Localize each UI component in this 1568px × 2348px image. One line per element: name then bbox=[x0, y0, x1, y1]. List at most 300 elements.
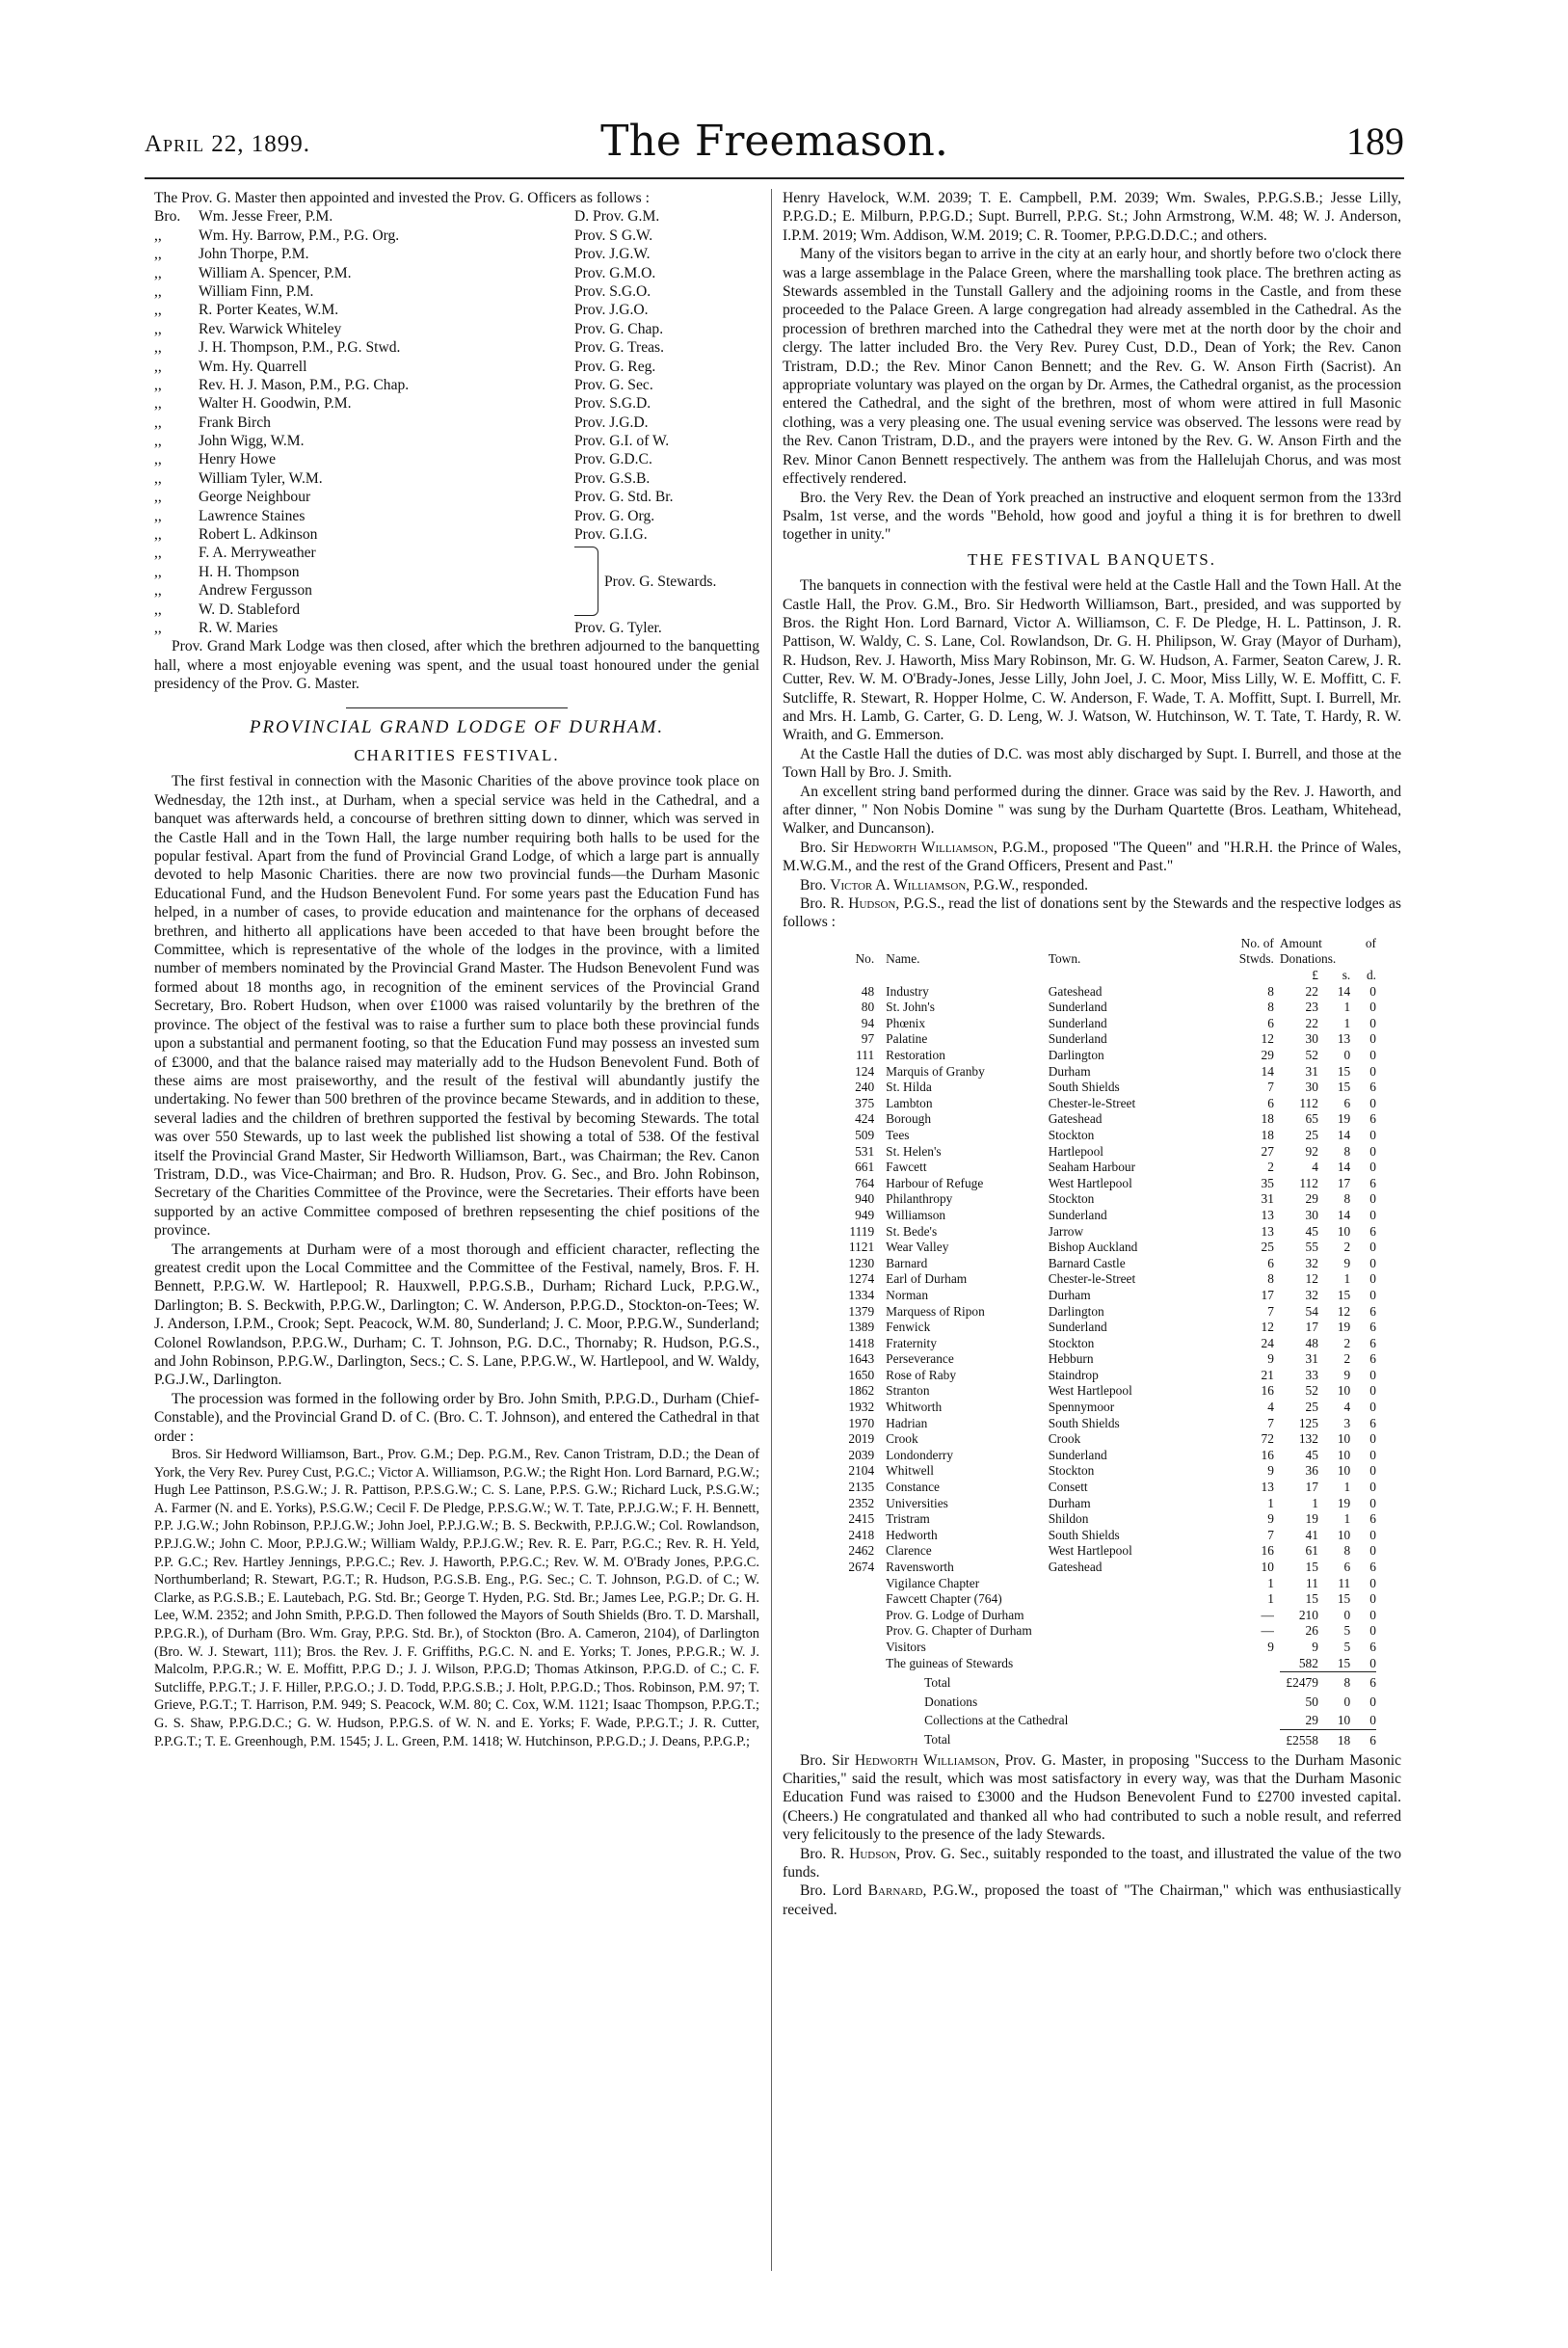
lodge-number: 2135 bbox=[848, 1480, 875, 1495]
amount-pence: 0 bbox=[1369, 1207, 1376, 1222]
article-paragraph bbox=[783, 876, 1401, 894]
officer-office: Prov. G. Sec. bbox=[574, 376, 653, 393]
amount-shillings: 15 bbox=[1337, 1287, 1351, 1302]
mark-lodge-closing: Prov. Grand Mark Lodge was then closed, after which the brethren adjourned to the banquetting hall, where a most enjoyable evening was spent, and the usual toast honoured under the genial presidency of the Prov. G. Master. bbox=[154, 638, 759, 693]
amount-pounds: 61 bbox=[1305, 1543, 1318, 1559]
table-row bbox=[798, 1096, 1376, 1112]
total-shillings: 8 bbox=[1318, 1672, 1350, 1692]
officer-prefix: ,, bbox=[154, 414, 162, 431]
total-spacer bbox=[798, 1710, 886, 1729]
steward-count: 13 bbox=[1261, 1480, 1274, 1495]
steward-count: 6 bbox=[1267, 1015, 1274, 1030]
total-pence: 0 bbox=[1369, 1694, 1376, 1709]
steward-count: — bbox=[1261, 1607, 1274, 1622]
col-header-name: Name. bbox=[886, 951, 920, 967]
amount-shillings: 0 bbox=[1343, 1607, 1351, 1622]
steward-count: 24 bbox=[1261, 1335, 1274, 1350]
officer-row bbox=[154, 432, 759, 450]
officer-office: Prov. S G.W. bbox=[574, 227, 653, 244]
amount-shillings: 10 bbox=[1337, 1527, 1351, 1542]
lodge-town bbox=[1049, 1576, 1209, 1592]
lodge-number: 1334 bbox=[848, 1287, 875, 1302]
officer-prefix: ,, bbox=[154, 433, 162, 450]
lodge-name: Visitors bbox=[886, 1639, 926, 1654]
table-row bbox=[798, 1591, 1376, 1608]
officer-office: Prov. G. Treas. bbox=[574, 339, 664, 357]
amount-shillings: 10 bbox=[1337, 1431, 1351, 1447]
amount-shillings: 9 bbox=[1343, 1367, 1351, 1382]
officer-name: Rev. H. J. Mason, P.M., P.G. Chap. bbox=[199, 376, 410, 393]
amount-pence: 0 bbox=[1369, 1287, 1376, 1302]
lodge-town: Sunderland bbox=[1048, 1000, 1107, 1015]
officer-row bbox=[154, 245, 759, 263]
lodge-name: Philanthropy bbox=[886, 1191, 953, 1207]
amount-pence: 0 bbox=[1369, 1255, 1376, 1270]
table-row bbox=[798, 1191, 1376, 1208]
article-paragraph bbox=[783, 1751, 1401, 1845]
total-label: Total bbox=[924, 1674, 951, 1690]
amount-pence: 0 bbox=[1369, 1048, 1376, 1062]
lodge-town: Spennymoor bbox=[1048, 1400, 1115, 1415]
banquets-title: THE FESTIVAL BANQUETS. bbox=[968, 549, 1216, 569]
lodge-name: Hedworth bbox=[886, 1527, 938, 1542]
officer-name: Frank Birch bbox=[199, 414, 271, 431]
steward-count: 72 bbox=[1261, 1431, 1274, 1447]
article-paragraph: Many of the visitors began to arrive in the city at an early hour, and shortly before two o'clock there was a large assemblage in the Palace Green, where the marshalling took place. The brethren acting as Stewards assembled in the Tunstall Gallery and the adjoining rooms in the Castle, and from these proceeded to the Palace Green. A large congregation had already assembled in the Cathedral. As the procession of brethren marched into the Cathedral they were met at the north door by the choir and clergy. The latter included Bro. the Very Rev. Purey Cust, D.D., Dean of York; the Rev. Canon Tristram, D.D.; the Rev. Minor Canon Bennett; and the Rev. G. W. Anson Firth (Sacrist). An appropriate voluntary was played on the organ by Dr. Armes, the Cathedral organist, as the procession entered the Cathedral, and the sight of the brethren, most of whom were attired in full Masonic clothing, was a very pleasing one. The usual evening service was observed. The lessons were read by the Rev. Canon Tristram, D.D., and the prayers were intoned by the Rev. G. W. Anson Firth and the Rev. Minor Canon Bennett respectively. The anthem was from the Hallelujah Chorus, and was most effectively rendered. bbox=[783, 246, 1401, 488]
lodge-name: Palatine bbox=[886, 1031, 928, 1047]
steward-count: 9 bbox=[1267, 1351, 1274, 1367]
lodge-name: Stranton bbox=[886, 1383, 930, 1399]
officer-office: Prov. S.G.D. bbox=[574, 395, 651, 413]
amount-pounds: 36 bbox=[1305, 1463, 1318, 1479]
lodge-town: Durham bbox=[1048, 1287, 1091, 1302]
officer-office: Prov. J.G.O. bbox=[574, 302, 649, 319]
lodge-number: 424 bbox=[855, 1111, 875, 1127]
lodge-number: 48 bbox=[861, 983, 875, 999]
amount-shillings: 19 bbox=[1337, 1111, 1351, 1127]
steward-count: 13 bbox=[1261, 1223, 1274, 1239]
amount-pence: 6 bbox=[1369, 1415, 1376, 1430]
amount-pence: 0 bbox=[1369, 1143, 1376, 1159]
officer-row bbox=[154, 414, 759, 432]
amount-pounds: 55 bbox=[1305, 1240, 1318, 1255]
table-row bbox=[798, 1416, 1376, 1432]
lodge-town: Stockton bbox=[1048, 1335, 1095, 1350]
steward-count: 16 bbox=[1261, 1383, 1274, 1399]
lodge-name: Prov. G. Chapter of Durham bbox=[886, 1623, 1032, 1639]
amount-pounds: 45 bbox=[1305, 1447, 1318, 1462]
lodge-town: Staindrop bbox=[1048, 1367, 1099, 1382]
officers-intro: The Prov. G. Master then appointed and invested the Prov. G. Officers as follows : bbox=[154, 190, 650, 206]
table-row bbox=[798, 1656, 1376, 1672]
officer-prefix: ,, bbox=[154, 469, 162, 487]
officer-office: D. Prov. G.M. bbox=[574, 208, 660, 226]
officer-name: William Finn, P.M. bbox=[199, 282, 314, 300]
amount-pounds: 125 bbox=[1298, 1415, 1318, 1430]
amount-pence: 0 bbox=[1369, 1447, 1376, 1462]
lodge-name: St. John's bbox=[886, 1000, 935, 1015]
steward-row bbox=[154, 563, 574, 581]
steward-count: 31 bbox=[1261, 1191, 1274, 1207]
total-label: Collections at the Cathedral bbox=[924, 1713, 1069, 1728]
lodge-name: Lambton bbox=[886, 1095, 933, 1110]
amount-pence: 0 bbox=[1369, 1000, 1376, 1015]
lodge-name: Hadrian bbox=[886, 1415, 928, 1430]
steward-count: 29 bbox=[1261, 1048, 1274, 1062]
lodge-number: 1121 bbox=[848, 1240, 875, 1255]
lodge-number: 1970 bbox=[848, 1415, 875, 1430]
officer-name: John Thorpe, P.M. bbox=[199, 246, 309, 263]
amount-pounds: 25 bbox=[1305, 1127, 1318, 1142]
amount-shillings: 14 bbox=[1337, 1160, 1351, 1175]
table-row bbox=[798, 1111, 1376, 1128]
table-row bbox=[798, 1431, 1376, 1448]
total-shillings: 18 bbox=[1318, 1729, 1350, 1748]
lodge-number: 97 bbox=[861, 1031, 875, 1047]
lodge-town: Stockton bbox=[1048, 1191, 1095, 1207]
amount-pounds: 32 bbox=[1305, 1255, 1318, 1270]
lodge-town bbox=[1049, 1623, 1209, 1640]
steward-count: 16 bbox=[1261, 1447, 1274, 1462]
stewards-list bbox=[154, 544, 574, 619]
lodge-name: Marquess of Ripon bbox=[886, 1303, 985, 1319]
amount-pounds: 9 bbox=[1312, 1639, 1318, 1654]
lodge-number: 1119 bbox=[849, 1223, 875, 1239]
steward-count: 12 bbox=[1261, 1320, 1274, 1335]
amount-shillings: 13 bbox=[1337, 1031, 1351, 1047]
amount-pence: 6 bbox=[1369, 1511, 1376, 1527]
steward-count: 9 bbox=[1267, 1511, 1274, 1527]
officer-row bbox=[154, 488, 759, 506]
amount-pounds: 30 bbox=[1305, 1080, 1318, 1095]
amount-pence: 0 bbox=[1369, 1271, 1376, 1287]
table-row bbox=[798, 1160, 1376, 1176]
amount-pounds: 52 bbox=[1305, 1048, 1318, 1062]
lodge-name: Londonderry bbox=[886, 1447, 954, 1462]
lodge-town: South Shields bbox=[1048, 1527, 1120, 1542]
officer-office: Prov. G. Reg. bbox=[574, 358, 656, 375]
steward-count: 18 bbox=[1261, 1127, 1274, 1142]
amount-pounds: 22 bbox=[1305, 983, 1318, 999]
speaker-name: Hudson bbox=[848, 895, 896, 913]
lodge-town bbox=[1049, 1640, 1209, 1656]
lodge-town: Hebburn bbox=[1048, 1351, 1094, 1367]
lodge-town: Hartlepool bbox=[1048, 1143, 1103, 1159]
amount-pounds: 112 bbox=[1299, 1095, 1318, 1110]
amount-shillings: 11 bbox=[1338, 1575, 1351, 1590]
speaker-name: Hudson bbox=[849, 1845, 897, 1862]
officer-row bbox=[154, 450, 759, 468]
lodge-number: 764 bbox=[855, 1175, 875, 1190]
amount-shillings: 15 bbox=[1337, 1080, 1351, 1095]
lodge-name: Fraternity bbox=[886, 1335, 937, 1350]
lodge-number: 94 bbox=[861, 1015, 875, 1030]
lodge-town: Sunderland bbox=[1048, 1015, 1107, 1030]
amount-shillings: 1 bbox=[1343, 1000, 1351, 1015]
amount-pence: 6 bbox=[1369, 1335, 1376, 1350]
section-rule bbox=[346, 707, 568, 708]
officer-office: Prov. G.I. of W. bbox=[574, 433, 670, 450]
amount-shillings: 17 bbox=[1337, 1175, 1351, 1190]
lodge-town: South Shields bbox=[1048, 1415, 1120, 1430]
lodge-town: Jarrow bbox=[1048, 1223, 1084, 1239]
stewards-office: Prov. G. Stewards. bbox=[604, 573, 717, 590]
officer-office: Prov. J.G.W. bbox=[574, 246, 651, 263]
officer-name: William A. Spencer, P.M. bbox=[199, 264, 352, 281]
table-row bbox=[798, 1048, 1376, 1064]
amount-pounds: 210 bbox=[1298, 1607, 1318, 1622]
table-row bbox=[798, 1208, 1376, 1224]
steward-count: 8 bbox=[1267, 1271, 1274, 1287]
lodge-town: Sunderland bbox=[1048, 1207, 1107, 1222]
lodge-name: Phœnix bbox=[886, 1015, 926, 1030]
text-run: Bro. R. bbox=[800, 1845, 845, 1862]
lodge-number: 940 bbox=[855, 1191, 875, 1207]
amount-shillings: 10 bbox=[1337, 1223, 1351, 1239]
lodge-town: Chester-le-Street bbox=[1048, 1271, 1136, 1287]
amount-shillings: 6 bbox=[1343, 1095, 1351, 1110]
speaker-name: Victor A. Williamson bbox=[830, 876, 967, 894]
amount-shillings: 1 bbox=[1343, 1015, 1351, 1030]
lodge-name: Williamson bbox=[886, 1207, 946, 1222]
col-header-town: Town. bbox=[1048, 951, 1081, 967]
article-paragraph: The procession was formed in the following order by Bro. John Smith, P.P.G.D., Durham (Chief-Constable), and the Provincial Grand D. of C. (Bro. C. T. Johnson), and entered the Cathedral in that order : bbox=[154, 1390, 759, 1445]
brace bbox=[574, 547, 598, 616]
officer-office: Prov. G. Std. Br. bbox=[574, 489, 674, 506]
table-unit-row bbox=[798, 968, 1376, 984]
lodge-name: Barnard bbox=[886, 1255, 928, 1270]
steward-count: 4 bbox=[1267, 1400, 1274, 1415]
lodge-town: Barnard Castle bbox=[1048, 1255, 1126, 1270]
amount-pence: 0 bbox=[1369, 1240, 1376, 1255]
amount-shillings: 14 bbox=[1337, 1127, 1351, 1142]
table-row bbox=[798, 1528, 1376, 1544]
lodge-number: 2415 bbox=[848, 1511, 875, 1527]
steward-count: 16 bbox=[1261, 1543, 1274, 1559]
officer-row bbox=[154, 376, 759, 394]
amount-pounds: 132 bbox=[1298, 1431, 1318, 1447]
officer-office: Prov. G.I.G. bbox=[574, 526, 648, 544]
steward-name: Andrew Fergusson bbox=[199, 582, 312, 600]
officer-row bbox=[154, 320, 759, 338]
lodge-name: Clarence bbox=[886, 1543, 932, 1559]
speaker-name: Barnard bbox=[867, 1882, 923, 1900]
officer-prefix: ,, bbox=[154, 395, 162, 413]
amount-pounds: 31 bbox=[1305, 1063, 1318, 1079]
lodge-number: 1862 bbox=[848, 1383, 875, 1399]
officer-office: Prov. G.M.O. bbox=[574, 264, 656, 281]
officer-row bbox=[154, 358, 759, 376]
officer-prefix: ,, bbox=[154, 320, 162, 337]
amount-pence: 0 bbox=[1369, 1095, 1376, 1110]
masthead-title: The Freemason. bbox=[600, 117, 948, 166]
issue-date: April 22, 1899. bbox=[145, 131, 311, 157]
amount-pence: 0 bbox=[1369, 1575, 1376, 1590]
amount-shillings: 2 bbox=[1343, 1240, 1351, 1255]
unit-shillings: s. bbox=[1342, 968, 1351, 983]
steward-count: 10 bbox=[1261, 1560, 1274, 1574]
officer-row bbox=[154, 301, 759, 319]
lodge-number bbox=[798, 1640, 886, 1656]
unit-pence: d. bbox=[1366, 968, 1376, 983]
lodge-town: Sunderland bbox=[1048, 1447, 1107, 1462]
donations-totals bbox=[798, 1672, 1376, 1749]
amount-pence: 6 bbox=[1369, 1303, 1376, 1319]
total-pounds: £2558 bbox=[1280, 1729, 1318, 1748]
lodge-name: Ravensworth bbox=[886, 1560, 954, 1574]
table-row bbox=[798, 1640, 1376, 1656]
officer-name: R. Porter Keates, W.M. bbox=[199, 302, 339, 319]
steward-count: — bbox=[1261, 1623, 1274, 1639]
officer-row bbox=[154, 338, 759, 357]
officers-list bbox=[154, 207, 759, 544]
lodge-number: 111 bbox=[856, 1048, 875, 1062]
amount-pence: 0 bbox=[1369, 1463, 1376, 1479]
amount-shillings: 1 bbox=[1343, 1271, 1351, 1287]
lodge-town: Darlington bbox=[1048, 1303, 1104, 1319]
steward-count: 13 bbox=[1261, 1207, 1274, 1222]
article-paragraph: The banquets in connection with the festival were held at the Castle Hall and the Town Hall. At the Castle Hall, the Prov. G.M., Bro. Sir Hedworth Williamson, Bart., presided, and was supported by Bros. the Right Hon. Lord Barnard, Victor A. Williamson, C. F. De Pledge, H. L. Pattinson, J. R. Pattison, W. Waldy, C. S. Lane, Col. Rowlandson, Dr. G. H. Philipson, W. Gray (Mayor of Durham), R. Hudson, Rev. J. Haworth, Miss Mary Robinson, Mr. G. W. Hudson, A. Farmer, Seaton Carew, J. R. Cutter, Rev. W. M. O'Brady-Jones, Jesse Lilly, John Joel, J. C. Moor, Miss Lilly, W. E. Moffitt, C. F. Sutcliffe, R. Stewart, R. Hopper Holme, C. W. Anderson, F. Wade, T. A. Moffitt, Supt. I. Burrell, Mr. and Mrs. H. Lamb, G. Carter, G. D. Leng, W. J. Watson, W. Hutchinson, W. T. Tate, T. Hardy, R. W. Wraith, and G. Emmerson. bbox=[783, 577, 1401, 744]
text-run: , P.G.W., proposed the toast of "The Chairman," which was enthusiastically received. bbox=[783, 1882, 1402, 1918]
total-pounds: £2479 bbox=[1280, 1672, 1318, 1692]
officer-office: Prov. G.D.C. bbox=[574, 451, 652, 468]
text-run: Bro. R. bbox=[800, 895, 844, 913]
lodge-number: 1379 bbox=[848, 1303, 875, 1319]
table-row bbox=[798, 1128, 1376, 1144]
lodge-town: Gateshead bbox=[1048, 1560, 1103, 1574]
officer-name: William Tyler, W.M. bbox=[199, 469, 323, 487]
steward-count: 17 bbox=[1261, 1287, 1274, 1302]
steward-count: 14 bbox=[1261, 1063, 1274, 1079]
amount-pence: 6 bbox=[1369, 1223, 1376, 1239]
total-pence: 6 bbox=[1350, 1729, 1376, 1748]
officer-prefix: ,, bbox=[154, 526, 162, 544]
amount-shillings: 8 bbox=[1343, 1543, 1351, 1559]
stewards-group bbox=[154, 544, 759, 619]
article-paragraph bbox=[783, 839, 1401, 876]
right-column bbox=[783, 189, 1401, 1919]
table-row bbox=[798, 1400, 1376, 1416]
table-row bbox=[798, 1064, 1376, 1081]
table-row bbox=[798, 1576, 1376, 1592]
steward-prefix: ,, bbox=[154, 545, 162, 562]
officer-row bbox=[154, 469, 759, 488]
lodge-name: Tees bbox=[886, 1127, 910, 1142]
lodge-town: Darlington bbox=[1048, 1048, 1104, 1062]
steward-count: 27 bbox=[1261, 1143, 1274, 1159]
steward-count: 8 bbox=[1267, 983, 1274, 999]
column-divider bbox=[771, 189, 772, 2271]
amount-pence: 0 bbox=[1369, 1400, 1376, 1415]
col-header-stewards: No. of Stwds. bbox=[1238, 935, 1274, 967]
officer-row bbox=[154, 264, 759, 282]
amount-shillings: 10 bbox=[1337, 1383, 1351, 1399]
amount-shillings: 3 bbox=[1343, 1415, 1351, 1430]
procession-list: Bros. Sir Hedword Williamson, Bart., Prov. G.M.; Dep. P.G.M., Rev. Canon Tristram, D.D.; the Dean of York, the Very Rev. Purey Cust, P.G.C.; Victor A. Williamson, P.G.W.; the Right Hon. Lord Barnard, P.G.W.; Hugh Lee Pattinson, P.S.G.W.; J. R. Pattison, P.P.S.G.W.; C. S. Lane, P.P.S. G.W.; Richard Luck, P.S.G.W.; A. Farmer (N. and E. Yorks), P.S.G.W.; Cecil F. De Pledge, P.P.S.G.W.; W. T. Tate, P.P.J.G.W.; F. H. Bennett, P.P. J.G.W.; John Robinson, P.P.J.G.W.; John Joel, P.P.J.G.W.; B. S. Beckwith, P.P.J.G.W.; Col. Rowlandson, P.P.J.G.W.; John C. Moor, P.P.J.G.W.; William Waldy, P.P.J.G.W.; Rev. R. E. Parr, P.G.C.; Rev. R. H. Yeld, P.P. G.C.; Rev. Hartley Jennings, P.P.G.C.; Rev. J. Haworth, P.P.G.C.; Rev. W. M. O'Brady Jones, P.P.G.C. Northumberland; R. Stewart, P.G.T.; R. Hudson, P.G.S.B. Eng., P.G. Sec.; C. T. Johnson, P.G.D. of C.; W. Clarke, as P.G.S.B.; E. Lautebach, P.G. Std. Br.; George T. Hyden, P.G. Std. Br.; James Lee, P.G.P.; Dr. G. H. Lee, W.M. 2352; and John Smith, P.P.G.D. Then followed the Mayors of South Shields (Bro. T. D. Marshall, P.P.G.R.), of Durham (Bro. Wm. Gray, P.P.G. Std. Br.), of Stockton (Bro. A. Cameron, 2104), of Darlington (Bro. W. J. Stewart, 111); Bros. the Rev. J. F. Griffiths, P.G.C. N. and E. Yorks; T. Jones, P.P.G.R.; W. J. Malcolm, P.P.G.R.; W. E. Moffitt, P.P.G D.; J. J. Wilson, P.P.G.D; Thomas Atkinson, P.P.G.D. of C.; C. F. Sutcliffe, P.P.G.T.; J. F. Hiller, P.P.G.O.; J. D. Todd, P.P.G.S.B.; J. Holt, P.P.G.D.; Thos. Robinson, P.M. 97; T. Grieve, P.G.T.; T. Harrison, P.M. 949; S. Peacock, W.M. 80; C. Cox, W.M. 1121; Isaac Thompson, P.P.G.T.; G. S. Shaw, P.P.G.D.C.; G. W. Hudson, P.P.G.S. of W. N. and E. Yorks; F. Wade, P.P.G.T.; J. R. Cutter, P.P.G.T.; T. E. Greenhough, P.M. 1545; J. L. Green, P.M. 1418; W. Hutchinson, P.P.G.D.; J. Deans, P.P.G.P.; bbox=[154, 1447, 759, 1749]
lodge-number: 509 bbox=[855, 1127, 875, 1142]
amount-shillings: 4 bbox=[1343, 1400, 1351, 1415]
page-header bbox=[145, 114, 1404, 172]
steward-prefix: ,, bbox=[154, 582, 162, 600]
total-label: Donations bbox=[924, 1694, 978, 1709]
steward-count bbox=[1209, 1656, 1280, 1672]
officer-prefix: ,, bbox=[154, 620, 162, 636]
steward-count: 7 bbox=[1267, 1303, 1274, 1319]
lodge-name: Industry bbox=[886, 983, 929, 999]
amount-shillings: 10 bbox=[1337, 1463, 1351, 1479]
amount-shillings: 5 bbox=[1343, 1639, 1351, 1654]
table-row bbox=[798, 1351, 1376, 1368]
amount-shillings: 1 bbox=[1343, 1511, 1351, 1527]
lodge-number: 1274 bbox=[848, 1271, 875, 1287]
officer-prefix: ,, bbox=[154, 227, 162, 244]
table-row bbox=[798, 1080, 1376, 1096]
speaker-name: Hedworth Williamson bbox=[853, 839, 994, 856]
col-header-amount: Amount of Donations. bbox=[1279, 935, 1376, 967]
officer-prefix: ,, bbox=[154, 451, 162, 468]
lodge-number bbox=[798, 1656, 886, 1672]
amount-pence: 0 bbox=[1369, 1063, 1376, 1079]
lodge-town: Durham bbox=[1048, 1063, 1091, 1079]
table-row bbox=[798, 1000, 1376, 1016]
amount-shillings: 1 bbox=[1343, 1480, 1351, 1495]
amount-pounds: 48 bbox=[1305, 1335, 1318, 1350]
amount-pounds: 25 bbox=[1305, 1400, 1318, 1415]
table-row bbox=[798, 1448, 1376, 1464]
lodge-number bbox=[798, 1623, 886, 1640]
table-row bbox=[798, 1608, 1376, 1624]
article-paragraph: An excellent string band performed during the dinner. Grace was said by the Rev. J. Haworth, and after dinner, " Non Nobis Domine " was sung by the Durham Quartette (Bros. Leatham, Whitehead, Walker, and Duncanson). bbox=[783, 783, 1401, 838]
amount-pence: 0 bbox=[1369, 1431, 1376, 1447]
steward-count: 7 bbox=[1267, 1415, 1274, 1430]
lodge-name: Marquis of Granby bbox=[886, 1063, 985, 1079]
amount-pounds: 32 bbox=[1305, 1287, 1318, 1302]
amount-pence: 0 bbox=[1369, 1480, 1376, 1495]
amount-pence: 6 bbox=[1369, 1175, 1376, 1190]
officer-name: Wm. Jesse Freer, P.M. bbox=[199, 208, 333, 226]
lodge-name: The guineas of Stewards bbox=[886, 1655, 1014, 1670]
officer-row bbox=[154, 394, 759, 413]
steward-count: 21 bbox=[1261, 1367, 1274, 1382]
total-row bbox=[798, 1672, 1376, 1692]
lodge-number: 1643 bbox=[848, 1351, 875, 1367]
amount-pence: 6 bbox=[1369, 1080, 1376, 1095]
amount-pence: 0 bbox=[1369, 983, 1376, 999]
amount-pounds: 45 bbox=[1305, 1223, 1318, 1239]
amount-pence: 0 bbox=[1369, 1031, 1376, 1047]
lodge-number: 1418 bbox=[848, 1335, 875, 1350]
amount-pounds: 65 bbox=[1305, 1111, 1318, 1127]
text-run: , Prov. G. Sec., suitably responded to the toast, and illustrated the value of the two funds. bbox=[783, 1845, 1401, 1881]
steward-count: 1 bbox=[1267, 1575, 1274, 1590]
page-number: 189 bbox=[1346, 120, 1404, 163]
amount-pence: 0 bbox=[1369, 1160, 1376, 1175]
officer-name: John Wigg, W.M. bbox=[199, 433, 305, 450]
amount-pounds: 17 bbox=[1305, 1480, 1318, 1495]
officer-office: Prov. J.G.D. bbox=[574, 414, 649, 431]
lodge-town: Gateshead bbox=[1048, 983, 1103, 999]
table-row bbox=[798, 1368, 1376, 1384]
article-paragraph: At the Castle Hall the duties of D.C. was most ably discharged by Supt. I. Burrell, and those at the Town Hall by Bro. J. Smith. bbox=[783, 745, 1401, 782]
header-rule bbox=[145, 177, 1404, 179]
lodge-name: Perseverance bbox=[886, 1351, 954, 1367]
text-run: , P.G.M., proposed "The Queen" and "H.R.H. the Prince of Wales, M.W.G.M., and the rest of the Grand Officers, Present and Past." bbox=[783, 839, 1402, 875]
steward-count: 7 bbox=[1267, 1527, 1274, 1542]
lodge-town: Consett bbox=[1048, 1480, 1088, 1495]
amount-shillings: 15 bbox=[1337, 1063, 1351, 1079]
steward-prefix: ,, bbox=[154, 600, 162, 618]
table-row bbox=[798, 1304, 1376, 1321]
